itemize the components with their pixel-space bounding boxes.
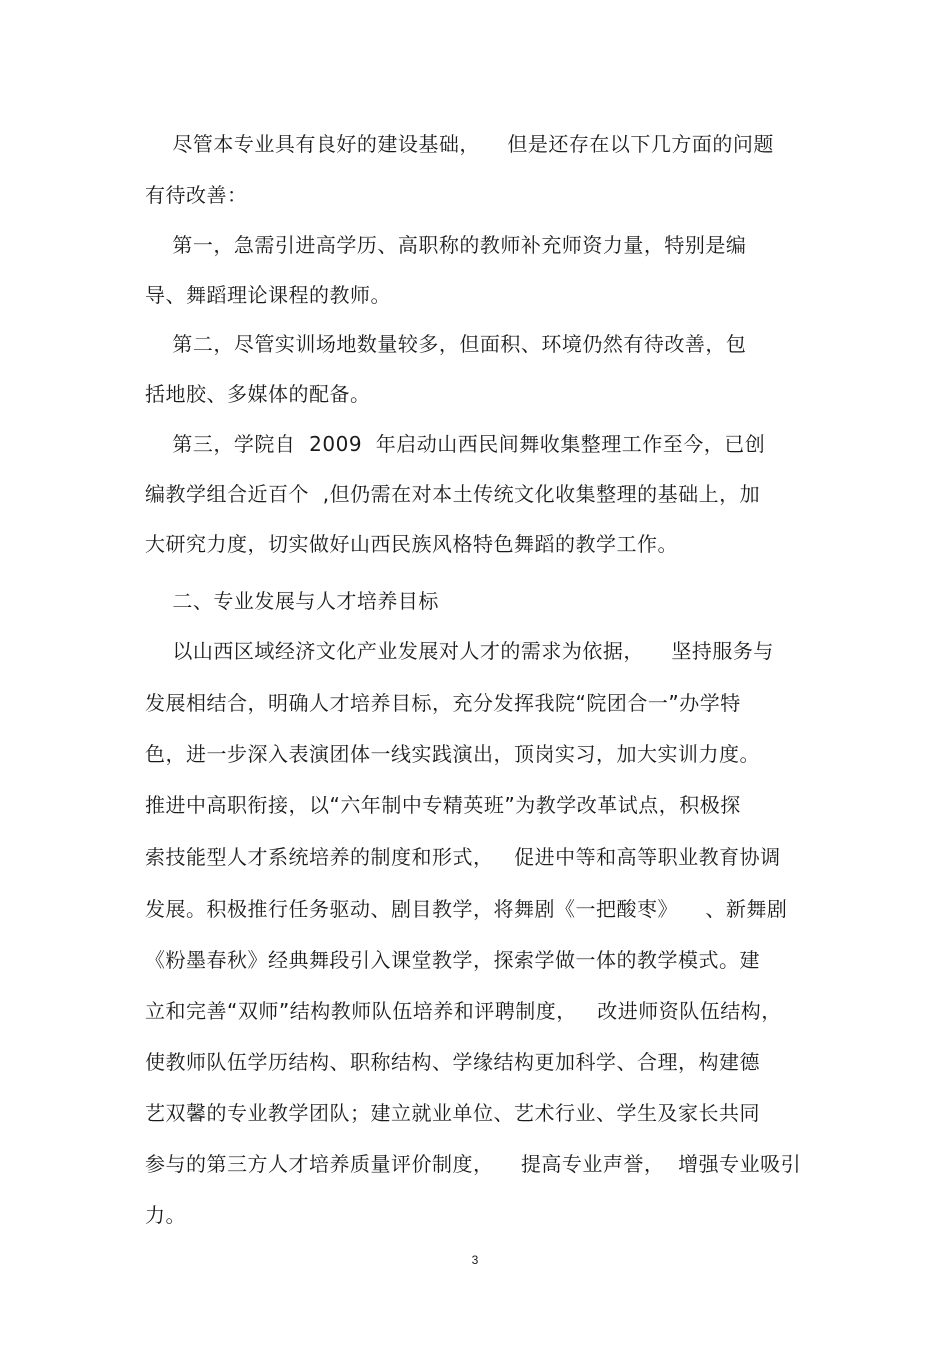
paragraph-line: 大研究力度，切实做好山西民族风格特色舞蹈的教学工作。	[145, 532, 678, 556]
paragraph-line: 发展。积极推行任务驱动、剧目教学，将舞剧《一把酸枣》 、新舞剧	[145, 897, 788, 921]
paragraph-line: 括地胶、多媒体的配备。	[145, 382, 371, 406]
paragraph-line: 发展相结合，明确人才培养目标，充分发挥我院“院团合一”办学特	[145, 691, 741, 715]
paragraph-line: 尽管本专业具有良好的建设基础， 但是还存在以下几方面的问题	[145, 132, 774, 156]
paragraph-line: 以山西区域经济文化产业发展对人才的需求为依据， 坚持服务与	[145, 639, 774, 663]
paragraph-line: 力。	[145, 1203, 186, 1227]
paragraph-line: 艺双馨的专业教学团队；建立就业单位、艺术行业、学生及家长共同	[145, 1101, 760, 1125]
paragraph-line: 《粉墨春秋》经典舞段引入课堂教学，探索学做一体的教学模式。建	[145, 948, 760, 972]
page-number: 3	[471, 1253, 479, 1267]
paragraph-line: 推进中高职衔接，以“六年制中专精英班”为教学改革试点，积极探	[145, 793, 741, 817]
paragraph-line: 第二，尽管实训场地数量较多，但面积、环境仍然有待改善，包	[145, 332, 747, 356]
paragraph-line: 有待改善：	[145, 183, 248, 207]
section-heading: 二、专业发展与人才培养目标	[145, 589, 439, 613]
paragraph-line: 参与的第三方人才培养质量评价制度， 提高专业声誉， 增强专业吸引	[145, 1152, 802, 1176]
paragraph-line: 使教师队伍学历结构、职称结构、学缘结构更加科学、合理，构建德	[145, 1050, 760, 1074]
paragraph-line: 色，进一步深入表演团体一线实践演出，顶岗实习，加大实训力度。	[145, 742, 760, 766]
paragraph-line: 立和完善“双师”结构教师队伍培养和评聘制度， 改进师资队伍结构，	[145, 999, 782, 1023]
paragraph-line: 第三，学院自 2009 年启动山西民间舞收集整理工作至今，已创	[145, 432, 766, 456]
paragraph-line: 编教学组合近百个 ,但仍需在对本土传统文化收集整理的基础上，加	[145, 482, 761, 506]
paragraph-line: 导、舞蹈理论课程的教师。	[145, 283, 391, 307]
paragraph-line: 索技能型人才系统培养的制度和形式， 促进中等和高等职业教育协调	[145, 845, 781, 869]
paragraph-line: 第一，急需引进高学历、高职称的教师补充师资力量，特别是编	[145, 233, 747, 257]
